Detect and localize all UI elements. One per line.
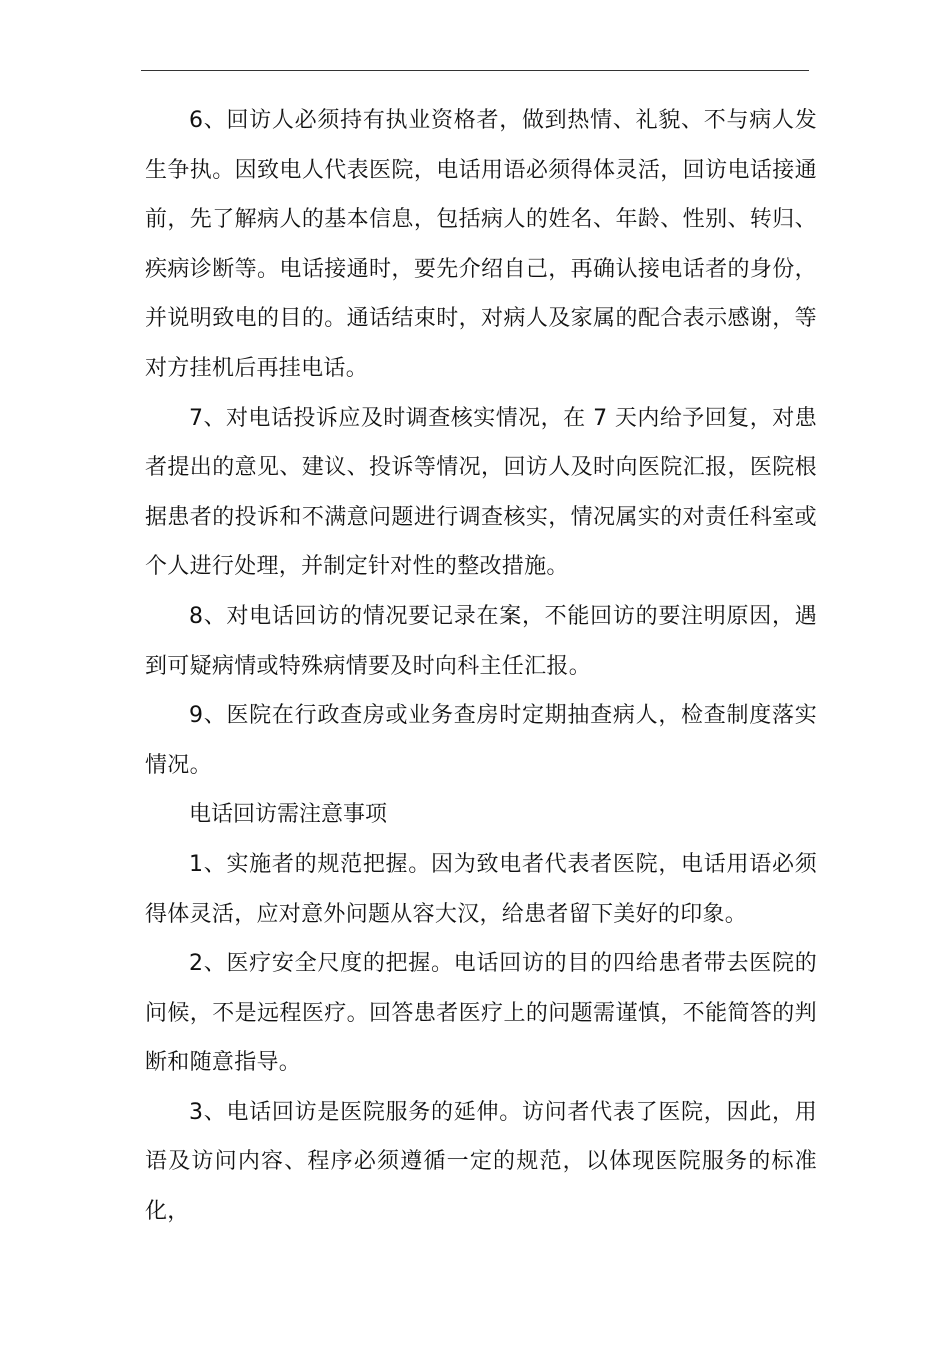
paragraph-7: 7、对电话投诉应及时调查核实情况，在 7 天内给予回复，对患者提出的意见、建议、投诉等情况，回访人及时向医院汇报，医院根据患者的投诉和不满意问题进行调查核实，情况属实的对责任科室或个人进行处理，并制定针对性的整改措施。 [145,405,817,580]
paragraph-6: 6、回访人必须持有执业资格者，做到热情、礼貌、不与病人发生争执。因致电人代表医院，电话用语必须得体灵活，回访电话接通前，先了解病人的基本信息，包括病人的姓名、年龄、性别、转归、疾病诊断等。电话接通时，要先介绍自己，再确认接电话者的身份，并说明致电的目的。通话结束时，对病人及家属的配合表示感谢，等对方挂机后再挂电话。 [145,108,817,381]
paragraph-8: 8、对电话回访的情况要记录在案，不能回访的要注明原因，遇到可疑病情或特殊病情要及时向科主任汇报。 [145,603,817,679]
section-paragraph-3: 3、电话回访是医院服务的延伸。访问者代表了医院，因此，用语及访问内容、程序必须遵循一定的规范，以体现医院服务的标准化， [145,1099,817,1225]
section-paragraph-1: 1、实施者的规范把握。因为致电者代表者医院，电话用语必须得体灵活，应对意外问题从容大汉，给患者留下美好的印象。 [145,851,817,927]
section-heading: 电话回访需注意事项 [189,802,388,828]
header-rule [141,70,809,71]
document-body [145,96,817,1237]
paragraph-9: 9、医院在行政查房或业务查房时定期抽查病人，检查制度落实情况。 [145,703,817,778]
section-paragraph-2: 2、医疗安全尺度的把握。电话回访的目的四给患者带去医院的问候，不是远程医疗。回答患者医疗上的问题需谨慎，不能简答的判断和随意指导。 [145,951,817,1076]
